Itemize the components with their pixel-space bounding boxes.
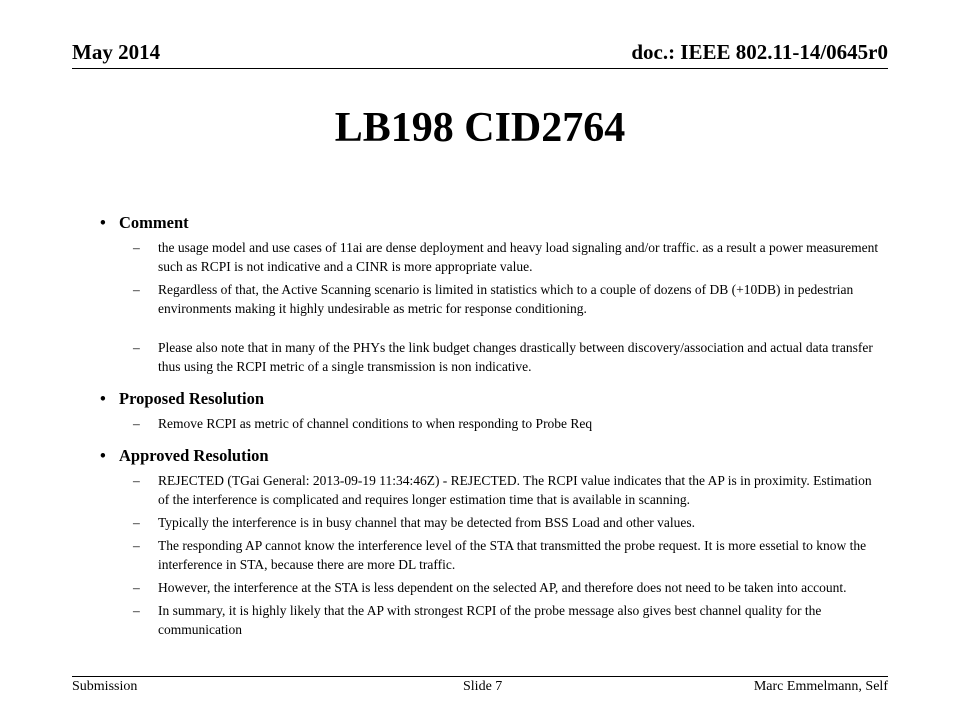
list-item xyxy=(100,280,880,318)
section-heading-text: Comment xyxy=(119,213,189,232)
dash-icon: – xyxy=(133,282,140,297)
list-item-text: However, the interference at the STA is less dependent on the selected AP, and therefore does not need to be taken into account. xyxy=(158,580,847,595)
dash-icon: – xyxy=(133,473,140,488)
footer-divider xyxy=(72,676,888,677)
dash-icon: – xyxy=(133,240,140,255)
section-heading-text: Proposed Resolution xyxy=(119,389,265,408)
list-item-text: Remove RCPI as metric of channel conditions to when responding to Probe Req xyxy=(158,416,593,431)
slide-title: LB198 CID2764 xyxy=(334,105,626,151)
list-item-text: the usage model and use cases of 11ai are dense deployment and heavy load signaling and/or traffic. as a result a power measurement such as RCPI is not indicative and a CINR is more appropriate value. xyxy=(158,240,879,274)
list-item-text: In summary, it is highly likely that the AP with strongest RCPI of the probe message also gives best channel quality for the communication xyxy=(158,603,822,637)
dash-icon: – xyxy=(133,580,140,595)
bullet-icon: • xyxy=(100,389,106,408)
list-item xyxy=(100,471,880,509)
list-item-text: REJECTED (TGai General: 2013-09-19 11:34:46Z) - REJECTED. The RCPI value indicates that the AP is in proximity. Estimation of the interference is complicated and requires longer estimation time that is available in scanning. xyxy=(158,473,872,507)
spacer xyxy=(100,322,880,338)
footer-submission: Submission xyxy=(72,679,138,694)
list-item xyxy=(100,601,880,639)
list-item-text: Please also note that in many of the PHYs the link budget changes drastically between discovery/association and actual data transfer thus using the RCPI metric of a single transmission is non indicative. xyxy=(158,340,873,374)
footer-author: Marc Emmelmann, Self xyxy=(753,679,888,694)
section-heading-text: Approved Resolution xyxy=(119,446,269,465)
header-date: May 2014 xyxy=(72,40,161,64)
dash-icon: – xyxy=(133,603,140,618)
list-item xyxy=(100,414,880,433)
header-divider xyxy=(72,68,888,69)
dash-icon: – xyxy=(133,340,140,355)
dash-icon: – xyxy=(133,515,140,530)
list-item xyxy=(100,238,880,276)
list-item xyxy=(100,513,880,532)
header-doc-id: doc.: IEEE 802.11-14/0645r0 xyxy=(631,40,888,64)
dash-icon: – xyxy=(133,416,140,431)
bullet-icon: • xyxy=(100,213,106,232)
slide-body xyxy=(100,212,880,643)
list-item-text: Regardless of that, the Active Scanning scenario is limited in statistics which to a couple of dozens of DB (+10DB) in pedestrian environments making it highly undesirable as metric for response conditioning. xyxy=(158,282,854,316)
dash-icon: – xyxy=(133,538,140,553)
spacer xyxy=(100,437,880,445)
list-item xyxy=(100,338,880,376)
footer-slide-number: Slide 7 xyxy=(463,679,503,694)
section-comment-heading xyxy=(100,212,880,234)
spacer xyxy=(100,380,880,388)
list-item xyxy=(100,578,880,597)
bullet-icon: • xyxy=(100,446,106,465)
list-item-text: The responding AP cannot know the interference level of the STA that transmitted the probe request. It is more essetial to know the interference in STA, because there are more DL traffic. xyxy=(158,538,867,572)
section-proposed-heading xyxy=(100,388,880,410)
list-item-text: Typically the interference is in busy channel that may be detected from BSS Load and other values. xyxy=(158,515,696,530)
section-approved-heading xyxy=(100,445,880,467)
list-item xyxy=(100,536,880,574)
